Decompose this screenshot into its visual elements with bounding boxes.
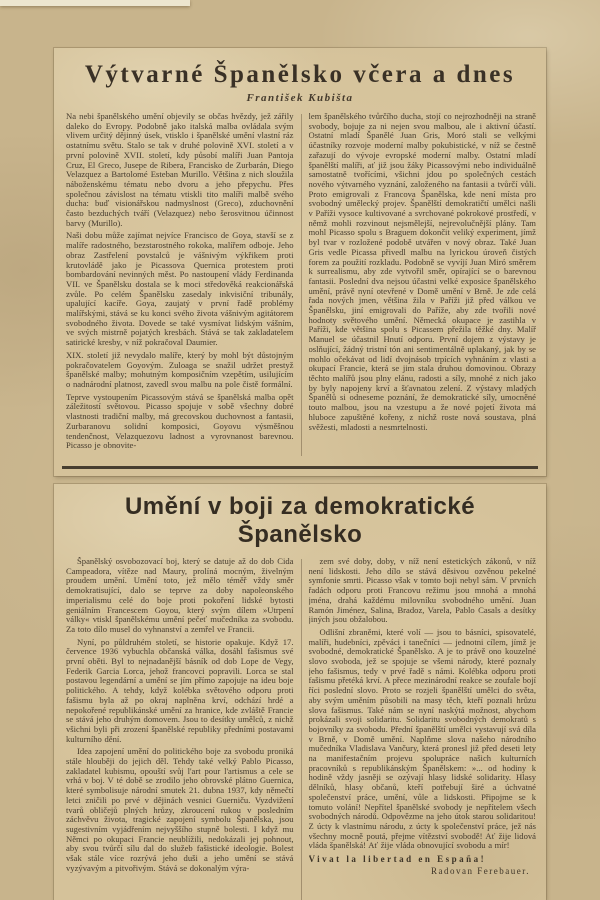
article2-column-1 (66, 557, 294, 900)
article1-title: Výtvarné Španělsko včera a dnes (84, 61, 516, 88)
article1-bottom-rule (62, 466, 538, 469)
paragraph: Idea zapojení umění do politického boje za svobodu proniká stále hlouběji do jejich děl. Tehdy také velký Pablo Picasso, zakladatel kubismu, opouští svůj l'art pour l'artismus a cele se vrhá v boj. V té době se zrodilo jeho obrovské plátno Guernica, které symbolisuje národní smutek 21. dubna 1937, kdy němečtí letci zničili po prvé v dějinách vesnici Guerniču. Vyzdvižení tvarů obličejů plných hrůzy, zkroucení rukou v posledním záchvěvu života, tragické zapojení symbolu Španělska, jsou sugestivním vyjádřením nejvyššího stupně bolesti. I když mu Němci po okupaci Francie neublížili, nedokázali jej pohnout, aby svou tvůrčí sílu dal do služeb fašistické ideologie. Bolest však stále více rozrývá jeho duši a jeho umění se stává vyzývavým a pitvořivým. Stává se dokonalým výra- (66, 746, 294, 873)
article1-columns (54, 106, 546, 458)
paragraph: Španělský osvobozovací boj, který se datuje až do dob Cida Campeadora, vítěze nad Maury, prolíná mocným, živelným proudem umění. Umění toto, jež mělo téměř vždy směr demokratisující, dalo se teprve za doby napoleonského imperialismu celé do boje proti pokoření lidské bytosti geniálním Francescem Goyou, který svým dílem »Utrpení války« vtiskl španělskému umění pečeť mučedníka za svobodu. Za toto dílo musel do vyhnanství a zemřel ve Francii. (66, 557, 294, 634)
paragraph: zem své doby, doby, v níž není estetických zákonů, v níž není lidskosti. Jeho dílo se stává děsivou ozvěnou pekelné symfonie smrti. Picasso však v tomto boji nebyl sám. V prvních řadách odporu proti Francovu režimu jsou mnohá a mnohá jména, drahá každému milovníku svobodného umění. Juan Ramón Jiménez, Salina, Bradoz, Varela, Pablo Casals a desítky jiných jsou obžalobou. (308, 557, 536, 625)
article2-column-2 (309, 557, 537, 900)
column-divider (301, 559, 302, 900)
paragraph: Nyní, po půldruhém století, se historie opakuje. Když 17. července 1936 vybuchla občanská válka, dosáhl fašismus své první oběti. Byl to nejnadanější básník od dob Lope de Vegy, Federik Garcia Lorca, jehož francovci popravili. Lorca se stal postavou legendární a umění se jím přímo zapojuje na ideu boje politického. A tehdy, když kolébka světového odporu proti fašismu byla až po okraj naplněna krví, odchází hrdé a nepokořené republikánské umění za hranice, kde zvláště Francie se stává jeho druhým domovem. Jsou to desítky umělců, z nichž všichni byli při zrození španělské republiky předními postavami kulturního dění. (66, 636, 294, 744)
clipping-article-1 (54, 48, 546, 476)
paragraph: Na nebi španělského umění objevily se občas hvězdy, jež zářily daleko do Evropy. Podobně jako italská malba ovládala svým vlivem určitý dějinný úsek, vtisklo i španělské umění vlastní ráz ostatnímu světu. Stalo se tak v druhé polovině XVI. století a v první polovině XVII. století, kdy působí malíři Juan Pantoja Cruz, El Greco, Jusepe de Ribera, Francisko de Zurbarán, Diego Velazquez a Bartolomé Esteban Murillo. Většina z nich sloužila náboženskému tématu nebo dvoru a jeho přepychu. Přes společnou závislost na tématu vtiskli tito malíři malbě svého ducha: buď visionářskou nadmyslnost (Greco), zduchovnění často bezduchých tváří (Velazquez) nebo šerosvitnou účinnost barvy (Murillo). (66, 112, 294, 228)
clipping-article-2 (54, 484, 546, 900)
paragraph: Naši dobu může zajímat nejvíce Francisco de Goya, stavší se z malíře radostného, bezstarostného rokoka, malířem odboje. Jeho obraz Zastřelení povstalců je vášnivým výkřikem proti krutovládě jako je Picassova Quernica protestem proti bombardování nevinných měst. Po nastoupení vlády Ferdinanda VII. ve Španělsku dostala se k moci středověká reakcionářská zvůle. Po celém Španělsku zasedaly inkvisiční tribunály, upalující kacíře. Goya, zaujatý v první řadě problémy malířskými, stává se ku konci svého života vášnivým agitátorem svobodného života. Dovede se také vysmívat lidským vášním, ve svých mistrně pojatých kresbách. Stává se tak zakladatelem satirické kresby, v níž pokračoval Daumier. (66, 230, 294, 348)
article1-column-1 (66, 112, 294, 458)
closing-slogan: Vivat la libertad en España! (308, 854, 487, 865)
paragraph: Teprve vystoupením Picassovým stává se španělská malba opět záležitostí světovou. Picasso spojuje v sobě všechny dobré vlastnosti tradiční malby, má grecovskou duchovnost a fantasii, Zurbaranovu solidní komposici, Goyovu výsměšnou tendenčnost, Velazquezovu ladnost a vyrovnanost barevnou. Picasso je obnovite- (66, 391, 294, 451)
paragraph: Odlišní zbraněmi, které volí — jsou to básníci, spisovatelé, malíři, hudebníci, zpěváci i tanečníci — jednotni cílem, jímž je svobodné, demokratické Španělsko. A je to právě ono kouzelné slovo svoboda, jež se spojuje se všemi národy, které poznaly jeho fašismus, tedy v prvé řadě s námi. Kolébka odporu proti fašismu přetéká krví. A přece mezinárodní reakce se zoufale bojí říci poslední slovo. Proto se rozjeli španělští umělci do světa, aby svým uměním působili na masy těch, kteří poznali hrůzu slova fašismus. Také nám se nyní naskýtá možnost, abychom prokázali svoji solidaritu. Solidaritu svobodných demokratů s bojovníky za svobodu. Přední španělští umělci vystavují svá díla v Brně, v Domě umění. Naplňme slova našeho národního mučedníka Vladislava Vančury, která pronesl již před deseti lety na manifestačním projevu spolupráce našich kulturních pracovníků s republikánským Španělskem: »... od hodiny k hodině vždy jasněji se ozývají hlasy lidské solidarity. Hlasy dělníků, hlasy občanů, kteří potřebují širé a úchvatné společenství práce, umění, vůle a lidskosti. Připojme se k tomuto volání! Nepřítel španělské svobody je nepřítelem všech svobodných národů. Odpovězme na jeho útok starou solidaritou! Z úcty k vlastnímu národu, z úcty k společenství práce, jež nás všechny mocně poutá, přejme vítězství svobodě! Ať žije lidová vláda španělská! Ať žije vláda obnovující svobodu a mír! (308, 626, 536, 851)
article2-title: Umění v boji za demokratické Španělsko (124, 493, 476, 548)
author-signature: Radovan Ferebauer. (431, 866, 530, 877)
article1-column-2 (309, 112, 537, 458)
article2-columns (54, 551, 546, 900)
article2-column-2-text (309, 557, 537, 851)
paragraph: XIX. století již nevydalo malíře, který by mohl být důstojným pokračovatelem Goyovým. Zuloaga se snažil udržet prestyž španělské malby; mohutným komposičním vzepětím, usilujícím o nadnárodní platnost, zavedl svou malbu na pole čistě formální. (66, 349, 294, 389)
paper-strip (0, 0, 190, 6)
article1-byline: František Kubišta (246, 92, 354, 104)
column-divider (301, 114, 302, 456)
paragraph: lem španělského tvůrčího ducha, stojí co nejrozhodněji na straně svobody, bojuje za ni nejen svou malbou, ale i aktivní účastí. Ostatní mladí Španělé Juan Gris, Moró stali se velkými účastníky rozvoje moderní malby pokubistické, v níž se čestně zařazují do vývoje evropské moderní malby. Ostatní mladí španělští malíři, ať již jsou žáky Picassovými nebo individuálně samostatně tvořícími, všichni jdou po společných cestách nového výtvarného vyznání, založeného na fantasii a tvůrčí vůli. Proto emigrovali z Francova Španělska, kde není místa pro svobodný umělecký projev. Španělští demokratičtí umělci našli v Paříži vysoce kultivované a svrchované pokrokové prostředí, v němž mohli rozvinout nejsmělejší, nejrevolučnější plány. Tam mohl Picasso spolu s Braguem dokončit veliký experiment, jímž byl tvar v rozložené podobě utvářen v nový obraz. Také Juan Gris vedle Picassa přivedl malbu na lyrickou úroveň čistých forem za použití rozkladu. Podobně se vyvíjí Juan Miró směrem k surrealismu, aby zde vytvořil směr, opírající se o barevnou fantasii. Poslední dva nejsou účastni velké exposice španělského umění, právě nyní otevřené v Domě umění v Brně. Je zde celá řada nových jmen, většina žila v Paříži již před válkou ve Španělsku, jiní emigrovali do Paříže, aby zde tvořili nové hodnoty světového umění. Německá okupace je zastihla v Paříži, kde většina spolu s Picassem přežila těžké dny. Malíř Manuel se účastnil Hnutí odporu. První dojem z výstavy je oslňující, žádný tristní tón ani sentimentálně uplakaný, jak by se mohlo očekávat od lidí dvojnásob trpících vyhnáním z vlasti a okupací Francie, která se jim stala druhou domovinou. Obrazy těchto malířů jsou plny elánu, radosti a síly, mnohé z nich jako by byly napojeny krví a šťavnatou zelení. Z výstavy mladých Španělů si odneseme poznání, že demokratické síly, umocněné touto malbou, jsou na vzestupu a že nové pojetí života má hluboce zapuštěné kořeny, z nichž roste nová soustava, plná svěžesti, mladosti a nesmrtelnosti. (308, 112, 536, 432)
